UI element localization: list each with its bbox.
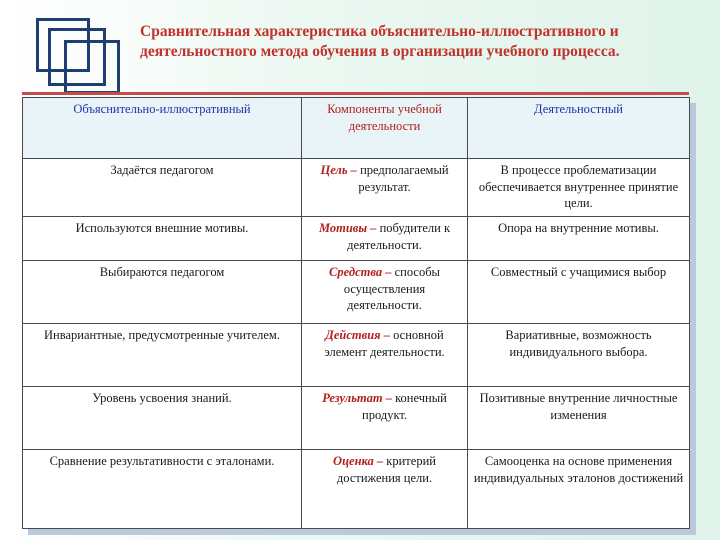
component-key: Действия – (325, 328, 390, 342)
component-key: Мотивы – (318, 221, 377, 235)
cell-component (302, 159, 468, 217)
table-row (23, 159, 690, 217)
cell-activity: Опора на внутренние мотивы. (468, 217, 690, 261)
header-activity: Деятельностный (468, 98, 690, 159)
header-explanatory: Объяснительно-иллюстративный (23, 98, 302, 159)
table-row (23, 387, 690, 450)
cell-explanatory: Уровень усвоения знаний. (23, 387, 302, 450)
table-row (23, 261, 690, 324)
cell-explanatory: Сравнение результативности с эталонами. (23, 450, 302, 529)
cell-explanatory: Задаётся педагогом (23, 159, 302, 217)
component-key: Средства – (329, 265, 392, 279)
component-desc: основной элемент деятельности. (324, 328, 445, 359)
component-desc: конечный продукт. (362, 391, 447, 422)
cell-explanatory: Инвариантные, предусмотренные учителем. (23, 324, 302, 387)
comparison-table (22, 97, 690, 529)
cell-activity: Самооценка на основе применения индивидуальных эталонов достижений (468, 450, 690, 529)
component-desc: предполагаемый результат. (356, 163, 449, 194)
slide-logo (34, 14, 122, 96)
component-key: Оценка – (333, 454, 384, 468)
component-key: Цель – (320, 163, 357, 177)
cell-component (302, 450, 468, 529)
cell-component (302, 387, 468, 450)
component-desc: побудители к деятельности. (347, 221, 451, 252)
table-header-row (23, 98, 690, 159)
cell-activity: Совместный с учащимися выбор (468, 261, 690, 324)
table-row (23, 324, 690, 387)
component-key: Результат – (322, 391, 392, 405)
cell-activity: Вариативные, возможность индивидуального выбора. (468, 324, 690, 387)
cell-activity: Позитивные внутренние личностные изменения (468, 387, 690, 450)
slide-title: Сравнительная характеристика объяснительно-иллюстративного и деятельностного метода обучения в организации учебного процесса. (140, 23, 620, 60)
component-desc: способы осуществления деятельности. (343, 265, 440, 312)
cell-explanatory: Выбираются педагогом (23, 261, 302, 324)
cell-activity: В процессе проблематизации обеспечивается внутреннее принятие цели. (468, 159, 690, 217)
cell-component (302, 261, 468, 324)
cell-explanatory: Используются внешние мотивы. (23, 217, 302, 261)
table-row (23, 217, 690, 261)
title-divider (22, 92, 689, 95)
cell-component (302, 324, 468, 387)
cell-component (302, 217, 468, 261)
table-row (23, 450, 690, 529)
component-desc: критерий достижения цели. (336, 454, 436, 485)
header-components: Компоненты учебной деятельности (302, 98, 468, 159)
